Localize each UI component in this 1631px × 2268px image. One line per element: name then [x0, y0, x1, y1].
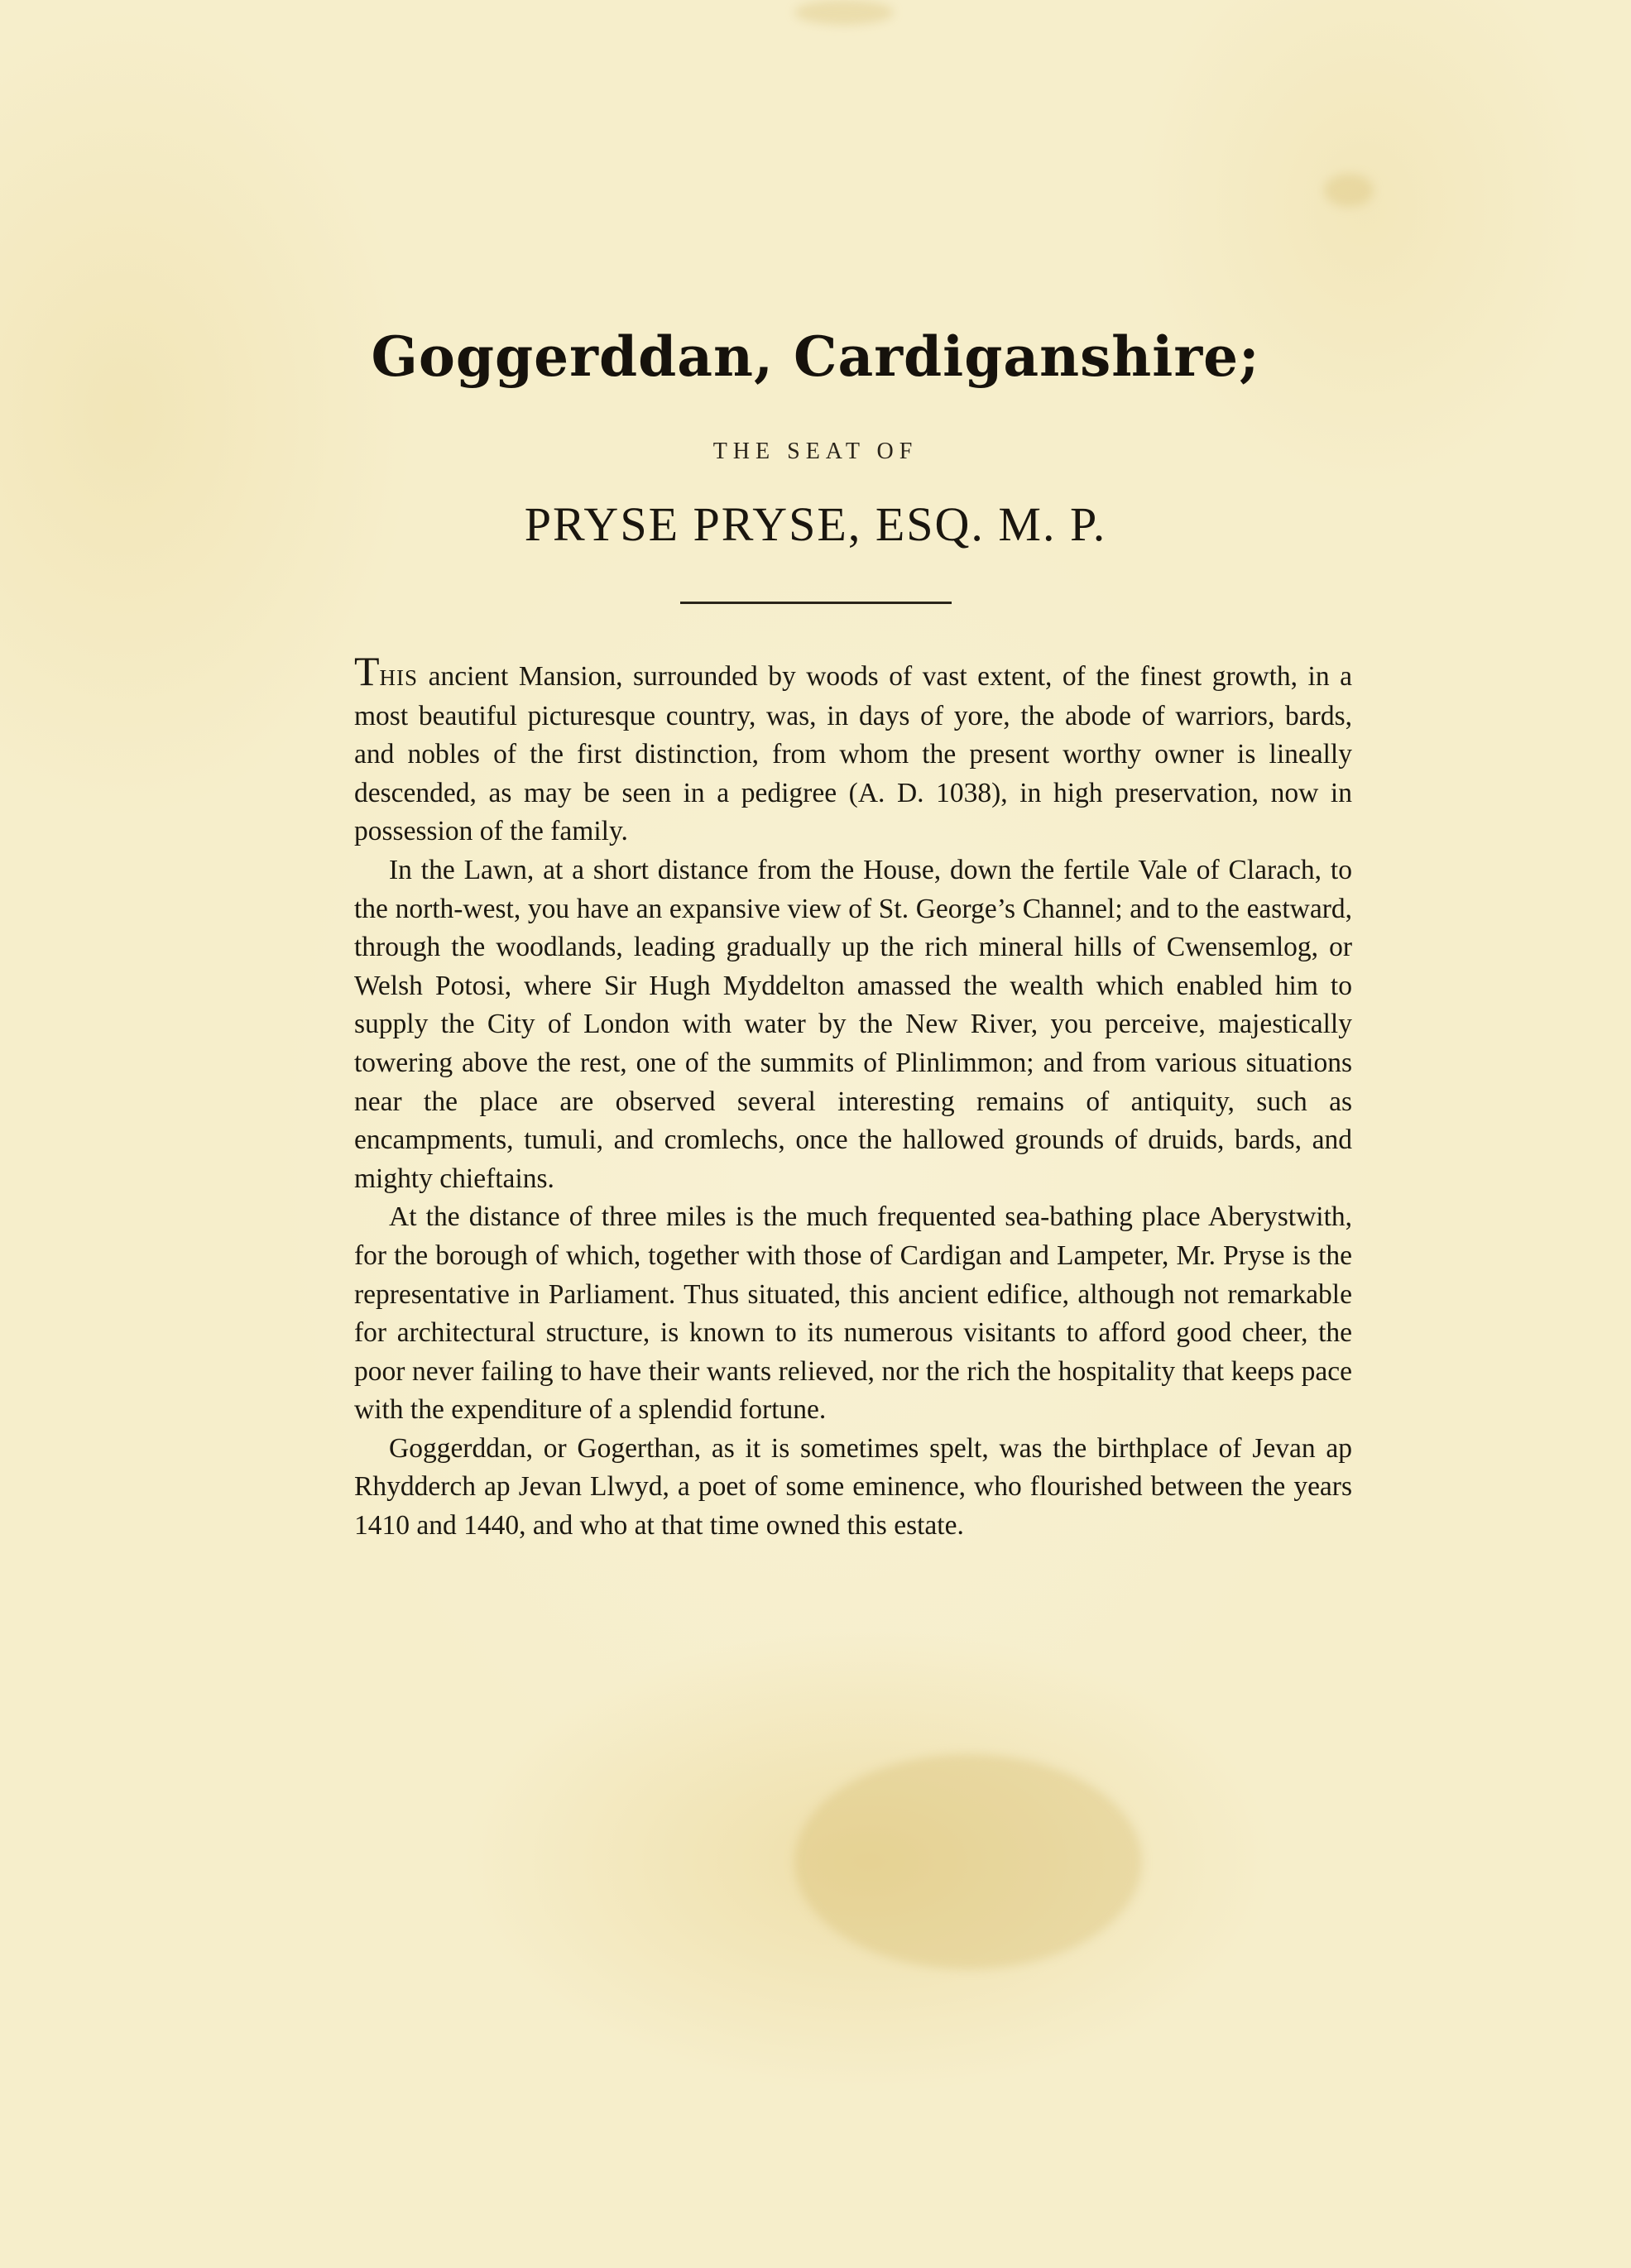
paragraph-1: [354, 650, 1352, 851]
page-title: Goggerddan, Cardiganshire;: [371, 324, 1260, 389]
paragraph-4: Goggerddan, or Gogerthan, as it is sometimes spelt, was the birthplace of Jevan ap Rhydderch ap Jevan Llwyd, a poet of some eminence, who flourished between the years 1410 and 1440, and who at that time owned this estate.: [354, 1432, 1352, 1542]
paper-stain: [794, 0, 894, 25]
paper-stain: [794, 1754, 1142, 1969]
page-subtitle: THE SEAT OF: [712, 439, 919, 464]
paragraph-3: At the distance of three miles is the much frequented sea-bathing place Aberystwith, for the borough of which, together with those of Cardigan and Lampeter, Mr. Pryse is the representative in Parliament. Thus situated, this ancient edifice, although not remarkable for architectural structure, is known to its numerous visitants to afford good cheer, the poor never failing to have their wants relieved, nor the rich the hospitality that keeps pace with the expenditure of a splendid fortune.: [354, 1201, 1352, 1426]
first-word-smallcaps: HIS: [379, 665, 419, 690]
body-text: [354, 650, 1352, 1546]
divider-rule: [680, 602, 952, 604]
paper-stain: [1324, 174, 1374, 207]
paragraph-2: In the Lawn, at a short distance from the House, down the fertile Vale of Clarach, to the north-west, you have an expansive view of St. George’s Channel; and to the eastward, through the woodlands, leading gradually up the rich mineral hills of Cwensemlog, or Welsh Potosi, where Sir Hugh Myddelton amassed the wealth which enabled him to supply the City of London with water by the New River, you perceive, majestically towering above the rest, one of the summits of Plinlimmon; and from various situations near the place are observed several interesting remains of antiquity, such as encampments, tumuli, and cromlechs, once the hallowed grounds of druids, bards, and mighty chieftains.: [354, 854, 1352, 1194]
owner-name: PRYSE PRYSE, ESQ. M. P.: [524, 497, 1107, 551]
paragraph-1-text: ancient Mansion, surrounded by woods of vast extent, of the finest growth, in a most beautiful picturesque country, was, in days of yore, the abode of warriors, bards, and nobles of the first distinction, from whom the present worthy owner is lineally descended, as may be seen in a pedigree (A. D. 1038), in high preservation, now in possession of the family.: [354, 661, 1352, 847]
drop-cap: T: [354, 648, 380, 694]
